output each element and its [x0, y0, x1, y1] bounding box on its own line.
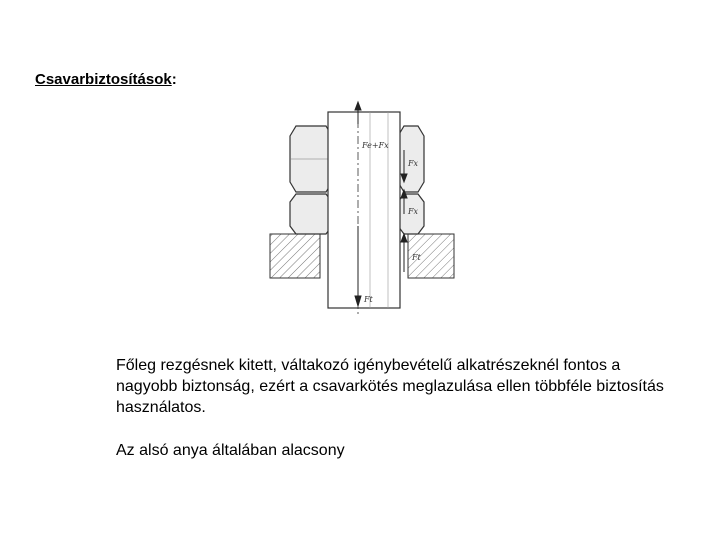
body-note: Az alsó anya általában alacsony [116, 442, 345, 459]
slide-title-colon: : [171, 71, 177, 88]
slide-title-text: Csavarbiztosítások [35, 71, 172, 88]
label-force-middle: Fx [408, 207, 419, 216]
label-force-upper: Fx [408, 159, 419, 168]
label-axial-combined: Fe+Fx [362, 141, 389, 150]
base-plate-left [270, 234, 320, 278]
slide-title [35, 70, 177, 90]
body-paragraph: Főleg rezgésnek kitett, váltakozó igénybevételű alkatrészeknél fontos a nagyobb biztonság, ezért a csavarkötés meglazulása ellen többféle biztosítás használatos. [116, 357, 664, 416]
label-force-bottom: Ft [364, 295, 373, 304]
label-force-lower: Ft [412, 253, 421, 262]
lock-nut-drawing [266, 96, 462, 318]
bolt-shank [328, 104, 400, 314]
